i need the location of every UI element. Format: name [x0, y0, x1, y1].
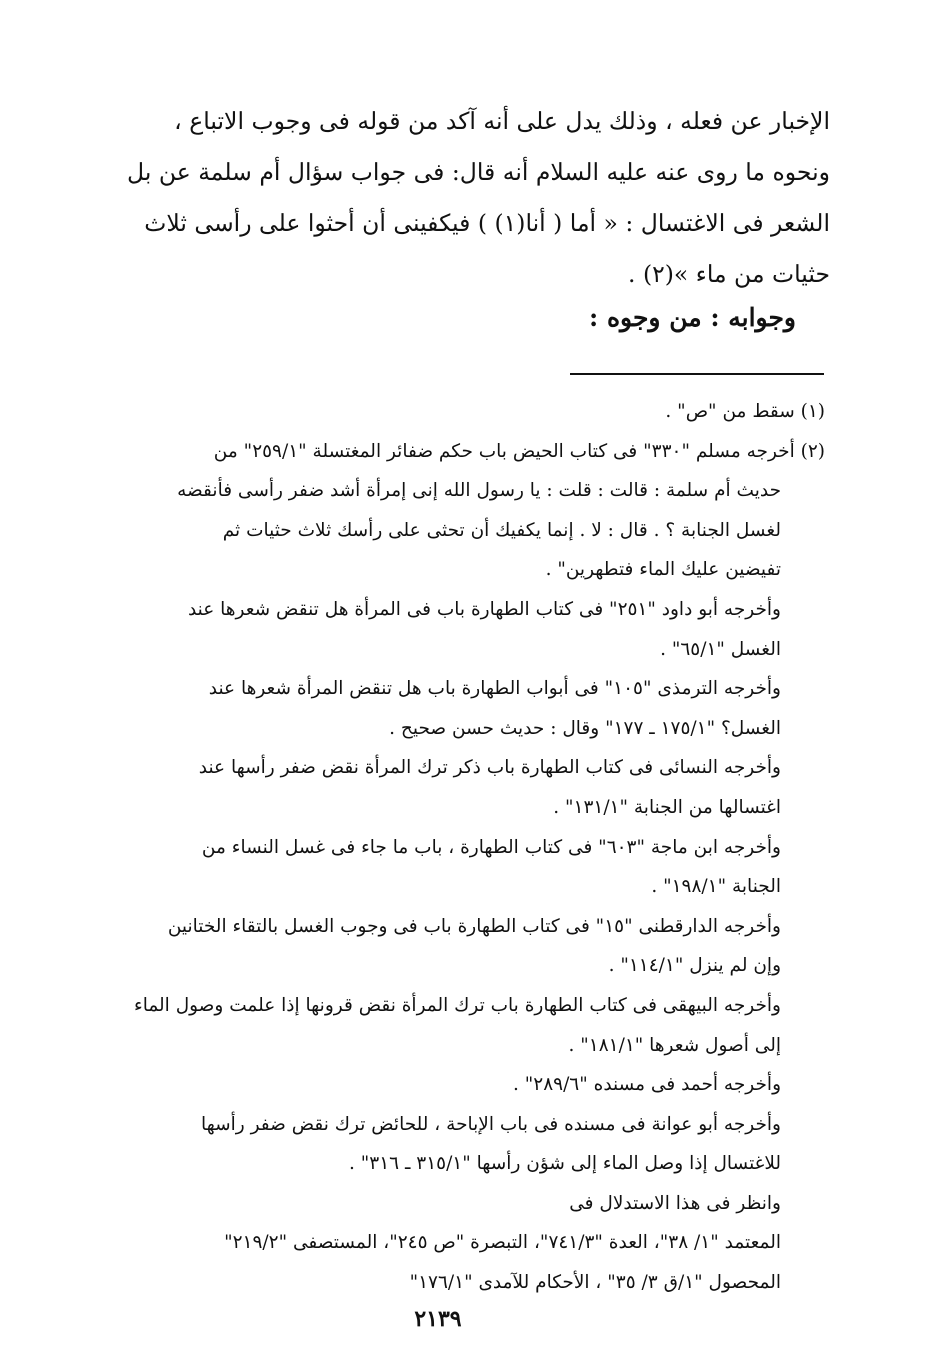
footnote-line: المعتمد "١/ ٣٨"، العدة "٧٤١/٣"، التبصرة "ص ٢٤٥"، المستصفى "٢١٩/٢": [224, 1232, 781, 1254]
footnote-separator: [570, 373, 824, 375]
footnote-line: وأخرجه ابن ماجة "٦٠٣" فى كتاب الطهارة ، باب ما جاء فى غسل النساء من: [201, 836, 781, 858]
main-line: ونحوه ما روى عنه عليه السلام أنه قال: فى جواب سؤال أم سلمة عن بل: [127, 158, 830, 186]
footnote-line: وإن لم ينزل "١١٤/١" .: [608, 955, 781, 977]
footnote-line: وأخرجه أحمد فى مسنده "٢٨٩/٦" .: [512, 1074, 781, 1096]
footnote-line: (٢) أخرجه مسلم "٣٣٠" فى كتاب الحيض باب حكم ضفائر المغتسلة "٢٥٩/١" من: [213, 440, 825, 462]
main-line: الشعر فى الاغتسال : « أما ( أنا(١) ) فيكفينى أن أحثوا على رأسى ثلاث: [144, 209, 830, 237]
footnote-line: وانظر فى هذا الاستدلال فى: [569, 1192, 781, 1214]
main-text: [100, 96, 830, 300]
footnotes: [100, 392, 825, 1303]
section-heading: وجوابه : من وجوه :: [589, 303, 796, 332]
main-line: الإخبار عن فعله ، وذلك يدل على أنه آكد من قوله فى وجوب الاتباع ،: [174, 107, 830, 135]
footnote-line: وأخرجه النسائى فى كتاب الطهارة باب ذكر ترك المرأة نقض ضفر رأسها عند: [198, 757, 781, 779]
footnote-line: وأخرجه البيهقى فى كتاب الطهارة باب ترك المرأة نقض قرونها إذا علمت وصول الماء: [134, 994, 781, 1016]
page-number: ٢١٣٩: [414, 1306, 462, 1332]
footnote-line: وأخرجه الدارقطنى "١٥" فى كتاب الطهارة باب فى وجوب الغسل بالتقاء الختانين: [167, 915, 781, 937]
footnote-line: حديث أم سلمة : قالت : قلت : يا رسول الله إنى إمرأة أشد ضفر رأسى فأنقضه: [177, 480, 781, 502]
footnote-line: تفيضين عليك الماء فتطهرين" .: [545, 559, 781, 581]
footnote-line: الجنابة "١٩٨/١" .: [651, 876, 781, 898]
footnote-line: الغسل "٦٥/١" .: [660, 638, 781, 660]
footnote-line: اغتسالها من الجنابة "١٣١/١" .: [553, 796, 781, 818]
footnote-line: (١) سقط من "ص" .: [665, 401, 825, 422]
footnote-line: الغسل؟ "١٧٥/١ ـ ١٧٧" وقال : حديث حسن صحيح .: [389, 717, 781, 739]
footnote-line: وأخرجه أبو داود "٢٥١" فى كتاب الطهارة باب فى المرأة هل تنقض شعرها عند: [187, 598, 781, 620]
footnote-line: إلى أصول شعرها "١٨١/١" .: [568, 1034, 781, 1056]
footnote-line: وأخرجه أبو عوانة فى مسنده فى باب الإباحة ، للحائض ترك نقض ضفر رأسها: [200, 1113, 781, 1135]
main-line: حثيات من ماء »(٢) .: [628, 260, 830, 288]
footnote-line: لغسل الجنابة ؟ . قال : لا . إنما يكفيك أن تحثى على رأسك ثلاث حثيات ثم: [222, 519, 781, 541]
footnote-line: وأخرجه الترمذى "١٠٥" فى أبواب الطهارة باب هل تنقض المرأة شعرها عند: [208, 678, 781, 700]
footnote-line: المحصول "١/ق ٣/ ٣٥" ، الأحكام للآمدى "١٧٦/١": [409, 1272, 781, 1294]
footnote-line: للاغتسال إذا وصل الماء إلى شؤن رأسها "٣١٥/١ ـ ٣١٦" .: [348, 1153, 781, 1175]
